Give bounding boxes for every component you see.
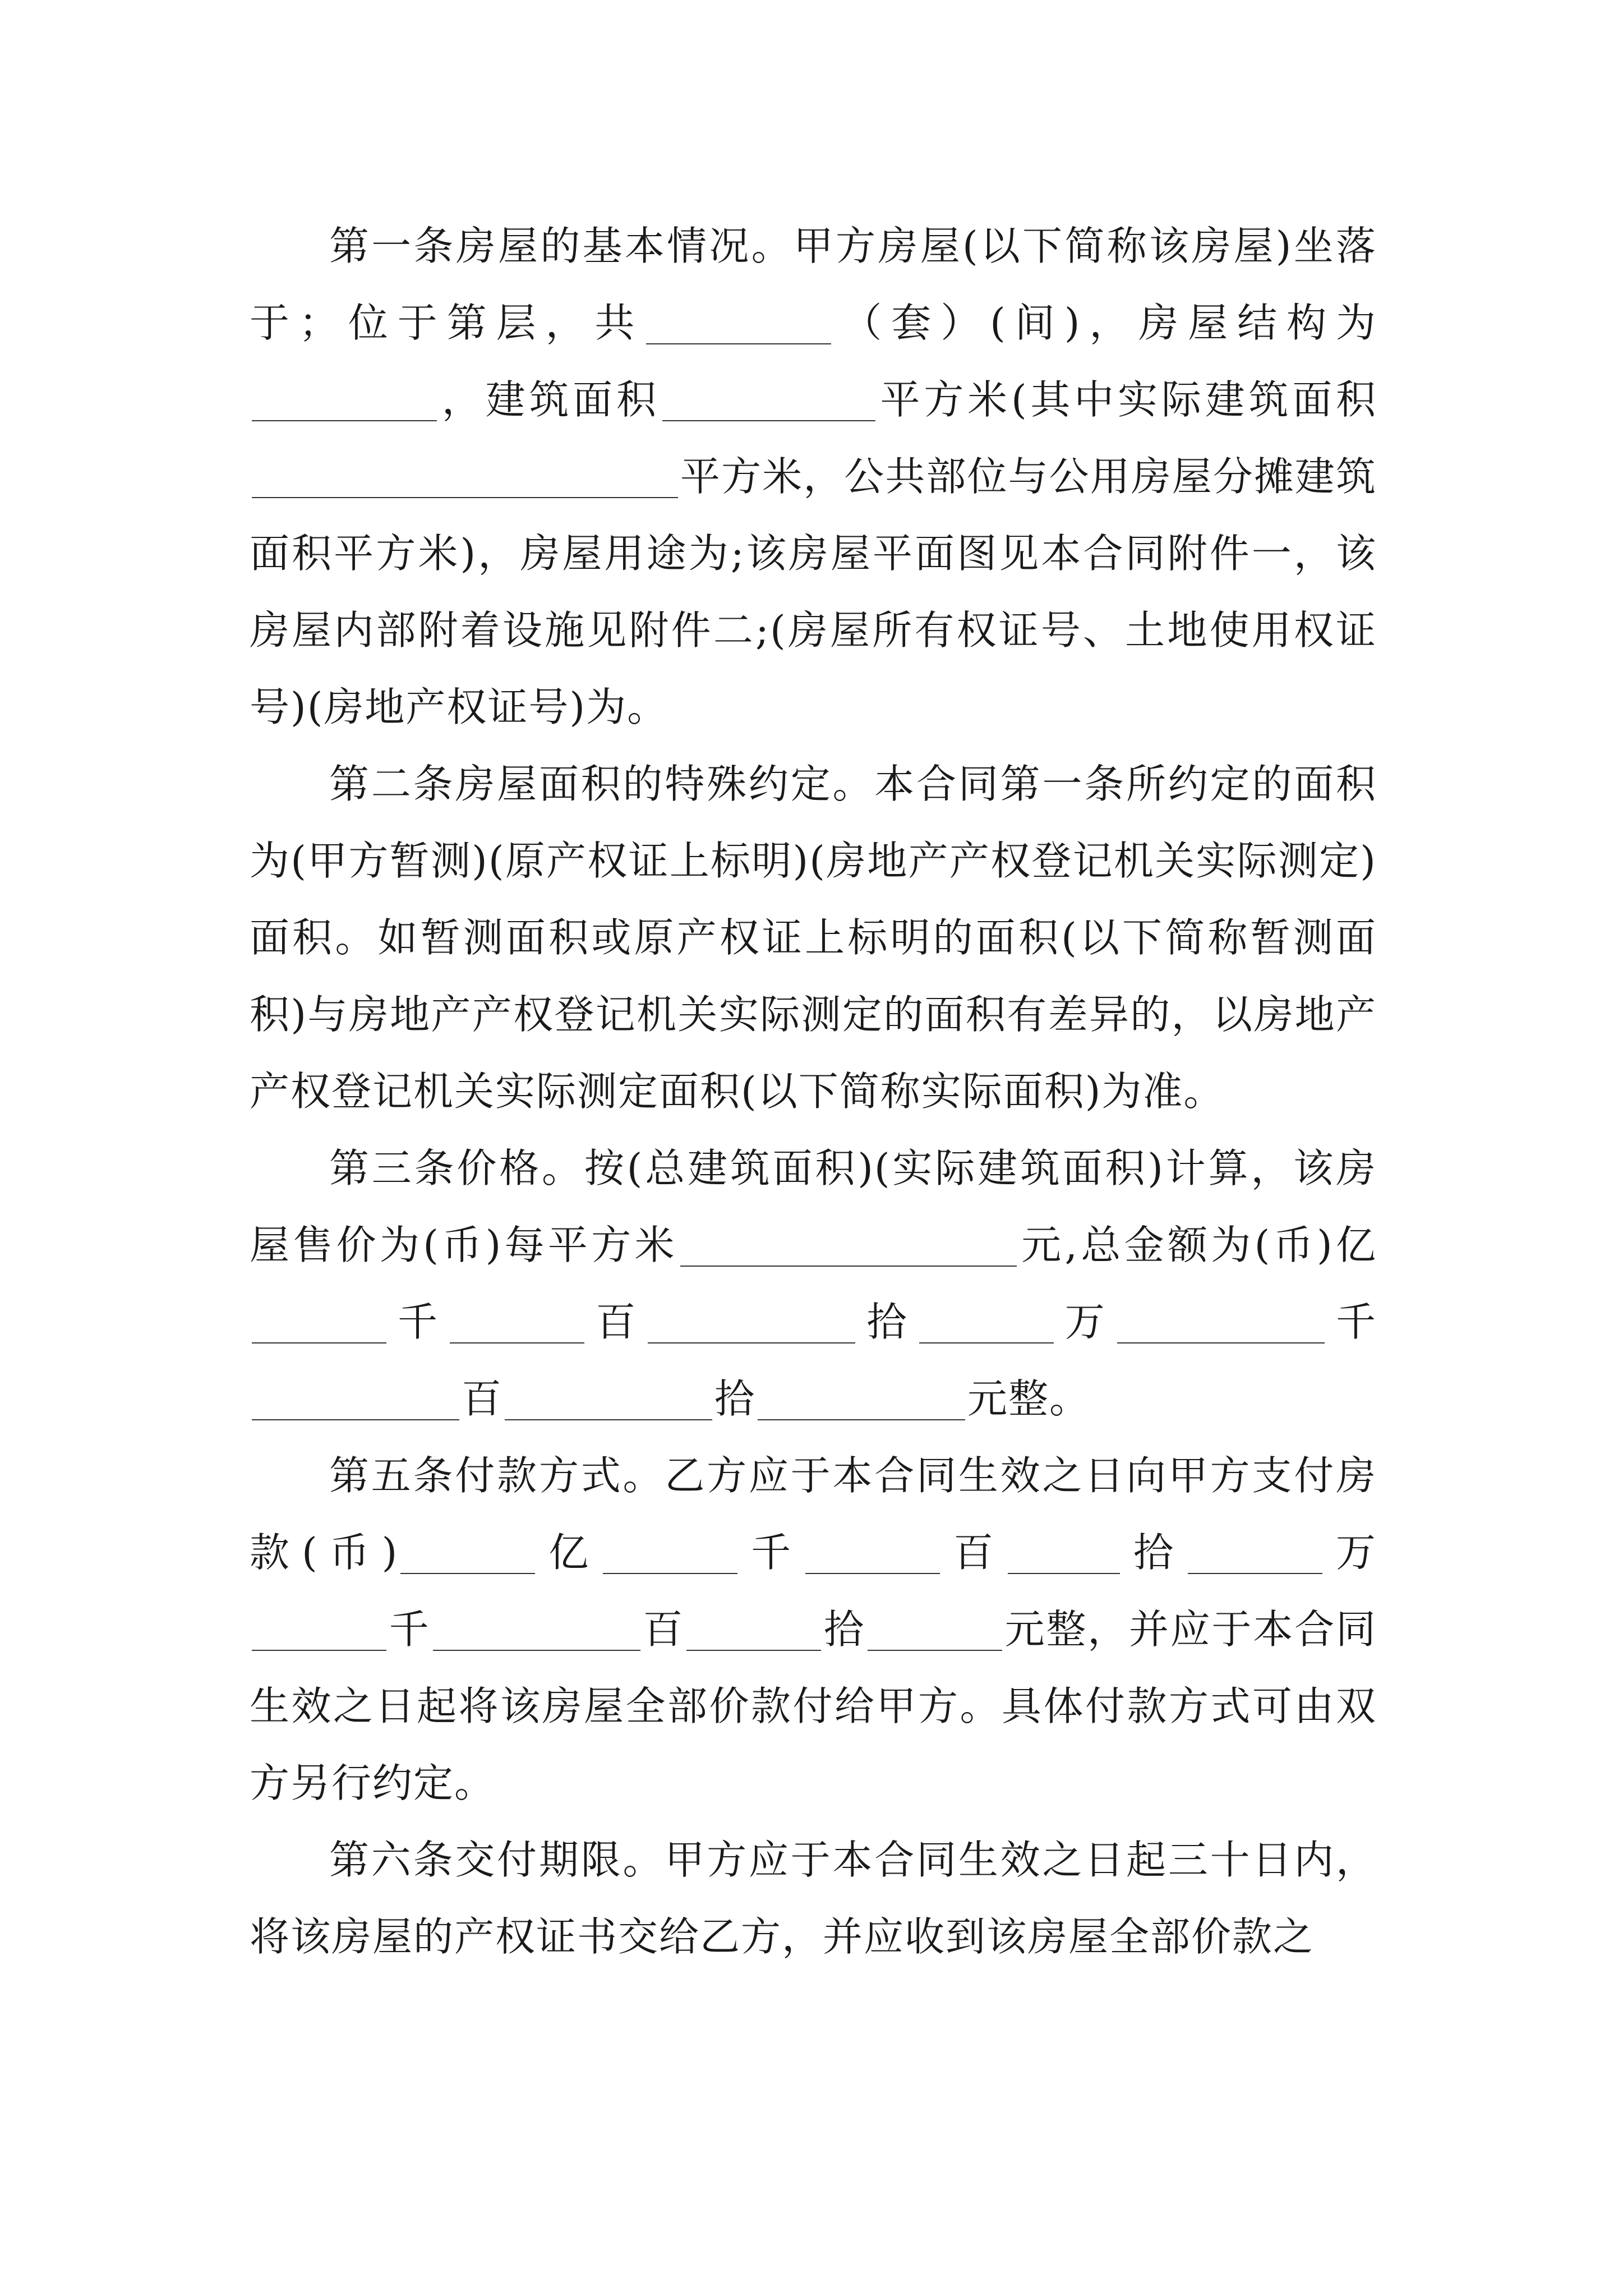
paragraph-text: 第六条交付期限。甲方应于本合同生效之日起三十日内，将该房屋的产权证书交给乙方，并应收到该房屋全部价款之 (250, 1837, 1377, 1960)
paragraph-text: 第五条付款方式。乙方应于本合同生效之日向甲方支付房款(币) (250, 1452, 1377, 1576)
paragraph-article-2 (250, 746, 1377, 1130)
paragraph-text: 第一条房屋的基本情况。甲方房屋(以下简称该房屋)坐落于；位于第层，共 (250, 223, 1377, 346)
paragraph-text: 第二条房屋面积的特殊约定。本合同第一条所约定的面积为(甲方暂测)(原产权证上标明)(房地产产权登记机关实际测定)面积。如暂测面积或原产权证上标明的面积(以下简称暂测面积)与房地产产权登记机关实际测定的面积有差异的，以房地产产权登记机关实际测定面积(以下简称实际面积)为准。 (250, 761, 1377, 1115)
paragraph-text: 千 (389, 1299, 448, 1345)
fill-in-blank (868, 1609, 1002, 1651)
paragraph-text: 亿 (537, 1529, 601, 1576)
paragraph-text: 元整，并应于本合同生效之日起将该房屋全部价款付给甲方。具体付款方式可由双方另行约定。 (250, 1606, 1377, 1806)
paragraph-text: 百 (462, 1375, 503, 1422)
paragraph-text: ，建筑面积 (439, 376, 660, 423)
paragraph-text: 百 (942, 1529, 1006, 1576)
paragraph-text: 拾 (1122, 1529, 1186, 1576)
fill-in-blank (758, 1379, 965, 1420)
fill-in-blank (252, 1609, 386, 1651)
paragraph-article-5 (250, 1437, 1377, 1821)
paragraph-text: 千 (740, 1529, 804, 1576)
fill-in-blank (252, 1302, 386, 1343)
paragraph-text: 万 (1055, 1299, 1115, 1345)
paragraph-text: 万 (1324, 1529, 1377, 1576)
document-body (250, 208, 1377, 1975)
fill-in-blank (648, 1302, 855, 1343)
fill-in-blank (646, 303, 831, 344)
fill-in-blank (252, 457, 678, 498)
paragraph-text: 平方米，公共部位与公用房屋分摊建筑面积平方米)，房屋用途为;该房屋平面图见本合同附件一，该房屋内部附着设施见附件二;(房屋所有权证号、土地使用权证号)(房地产权证号)为。 (250, 453, 1377, 730)
paragraph-text: 元整。 (967, 1375, 1091, 1422)
paragraph-article-1 (250, 208, 1377, 746)
paragraph-text: 平方米(其中实际建筑面积 (877, 376, 1377, 423)
fill-in-blank (1008, 1533, 1120, 1574)
fill-in-blank (603, 1533, 737, 1574)
paragraph-text: 千 (389, 1606, 431, 1653)
fill-in-blank (680, 1225, 1017, 1267)
paragraph-text: 千 (1326, 1299, 1377, 1345)
fill-in-blank (400, 1533, 535, 1574)
paragraph-text: 第三条价格。按(总建筑面积)(实际建筑面积)计算，该房屋售价为(币)每平方米 (250, 1145, 1377, 1268)
paragraph-text: 百 (587, 1299, 646, 1345)
paragraph-text: （套）(间)，房屋结构为 (833, 300, 1377, 346)
fill-in-blank (505, 1379, 712, 1420)
paragraph-text: 拾 (823, 1606, 865, 1653)
fill-in-blank (662, 380, 875, 421)
fill-in-blank (686, 1609, 821, 1651)
paragraph-article-6 (250, 1821, 1377, 1975)
paragraph-text: 拾 (857, 1299, 917, 1345)
fill-in-blank (252, 380, 437, 421)
fill-in-blank (1117, 1302, 1325, 1343)
paragraph-text: 元,总金额为(币)亿 (1018, 1222, 1377, 1268)
fill-in-blank (433, 1609, 640, 1651)
fill-in-blank (1188, 1533, 1322, 1574)
fill-in-blank (919, 1302, 1054, 1343)
paragraph-text: 拾 (714, 1375, 756, 1422)
paragraph-text: 百 (642, 1606, 685, 1653)
fill-in-blank (450, 1302, 584, 1343)
fill-in-blank (252, 1379, 459, 1420)
paragraph-article-3 (250, 1130, 1377, 1437)
fill-in-blank (805, 1533, 940, 1574)
